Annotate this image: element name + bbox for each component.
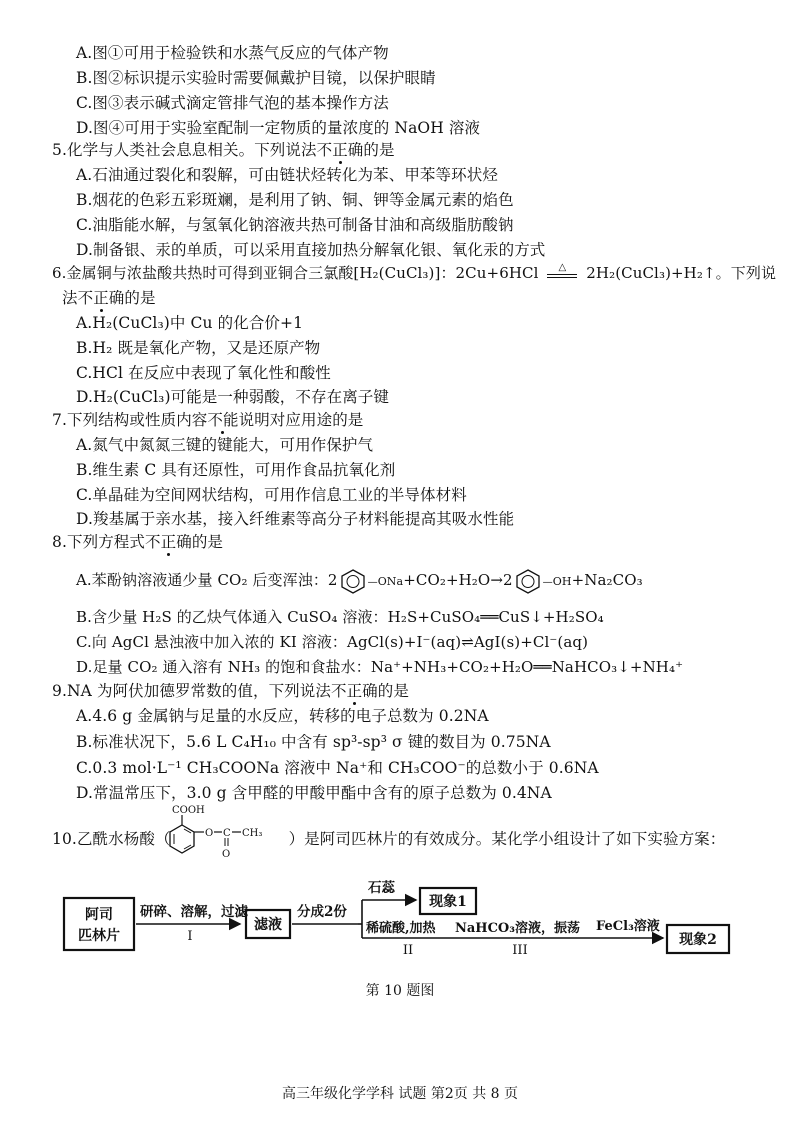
flow-step1-num: I [187,929,193,944]
q5-stem-emphasis: 不正确 [316,141,364,159]
q10-stem-post: ）是阿司匹林片的有效成分。某化学小组设计了如下实验方案： [288,830,726,848]
flow-box-aspirin-line2: 匹林片 [78,928,120,944]
q10-stem [52,828,725,850]
sodium-phenoxide-group: ONa [377,575,404,588]
flow-split-label: 分成2份 [297,904,347,920]
flow-step1-label: 研碎、溶解，过滤 [140,904,248,920]
cooh-label: COOH [172,805,205,816]
q9-option-c: C.0.3 mol·L⁻¹ CH₃COONa 溶液中 Na⁺和 CH₃COO⁻的总数小于 0.6NA [76,759,599,777]
q7-option-d: D.羧基属于亲水基，接入纤维素等高分子材料能提高其吸水性能 [76,510,515,528]
q9-option-b: B.标准状况下，5.6 L C₄H₁₀ 中含有 sp³-sp³ σ 键的数目为 0.75NA [76,733,551,751]
benzene-ring-icon [338,568,368,594]
flow-step3-num: III [512,943,528,958]
q5-stem [52,139,395,161]
q5-option-c: C.油脂能水解，与氢氧化钠溶液共热可制备甘油和高级脂肪酸钠 [76,216,514,234]
q7-stem-post: 说明对应用途的是 [238,411,364,429]
acetylsalicylic-acid-structure [162,803,282,861]
flow-box-filtrate-label: 滤液 [254,917,282,933]
q8-option-a-pre: A.苯酚钠溶液通少量 CO₂ 后变浑浊：2 [76,571,338,589]
q8-option-c: C.向 AgCl 悬浊液中加入浓的 KI 溶液：AgCl(s)+I⁻(aq)⇌AgI(s)+Cl⁻(aq) [76,633,589,651]
q6-stem-text: 6.金属铜与浓盐酸共热时可得到亚铜合三氯酸[H₂(CuCl₃)]：2Cu+6HCl [52,264,539,282]
q5-option-a: A.石油通过裂化和裂解，可由链状烃转化为苯、甲苯等环状烃 [76,166,498,184]
q6-stem-post: 的是 [124,289,156,307]
flow-box-aspirin-line1: 阿司 [85,907,113,923]
q8-stem-post: 的是 [191,533,224,551]
q8-stem-emphasis: 不正确 [145,533,192,551]
figure-caption: 第 10 题图 [365,983,435,999]
carbonyl-oxygen-label: O [222,849,231,860]
q5-stem-post: 的是 [363,141,395,159]
q5-option-d: D.制备银、汞的单质，可以采用直接加热分解氧化银、氧化汞的方式 [76,241,546,259]
heat-arrow-icon [547,262,577,278]
q8-option-d: D.足量 CO₂ 通入溶有 NH₃ 的饱和食盐水：Na⁺+NH₃+CO₂+H₂O══NaHCO₃↓+NH₄⁺ [76,658,684,676]
q6-option-c: C.HCl 在反应中表现了氧化性和酸性 [76,364,331,382]
q8-stem-pre: 8.下列方程式 [52,533,145,551]
q5-option-b: B.烟花的色彩五彩斑斓，是利用了钠、铜、钾等金属元素的焰色 [76,191,514,209]
benzene-ring-icon [513,568,543,594]
q6-stem-emphasis: 不正确 [77,289,125,307]
flow-step2-label: 稀硫酸,加热 [366,921,436,936]
q8-option-b: B.含少量 H₂S 的乙炔气体通入 CuSO₄ 溶液：H₂S+CuSO₄══CuS↓+H₂SO₄ [76,608,604,626]
flow-litmus-label: 石蕊 [368,880,395,896]
phenol-group: OH [552,575,572,588]
q6-option-a: A.H₂(CuCl₃)中 Cu 的化合价+1 [76,314,304,332]
q6-stem-line2 [62,287,156,309]
flow-box-obs1-label: 现象1 [429,894,467,910]
q7-option-c: C.单晶硅为空间网状结构，可用作信息工业的半导体材料 [76,486,467,504]
q7-stem [52,409,363,431]
q7-option-a: A.氮气中氮氮三键的键能大，可用作保护气 [76,436,374,454]
q9-stem [52,680,409,702]
q9-stem-post: 的是 [377,682,409,700]
page-footer: 高三年级化学学科 试题 第2页 共 8 页 [281,1086,519,1102]
q8-stem [52,531,223,553]
q8-option-a: A.苯酚钠溶液通少量 CO₂ 后变浑浊：2 —ONa+CO₂+H₂O→2 —OH+Na₂CO₃ [76,568,643,594]
q9-stem-emphasis: 不正确 [330,682,378,700]
carbonyl-carbon-label: C [223,828,231,839]
q4-option-a: A.图①可用于检验铁和水蒸气反应的气体产物 [76,44,389,62]
q4-option-b: B.图②标识提示实验时需要佩戴护目镜，以保护眼睛 [76,69,436,87]
q7-stem-emphasis: 不能 [207,411,239,429]
q7-option-b: B.维生素 C 具有还原性，可用作食品抗氧化剂 [76,461,396,479]
q10-stem-pre: 10.乙酰水杨酸（ [52,830,171,848]
q6-stem-pre: 法 [62,289,78,307]
heat-symbol: △ [558,262,567,273]
q6-option-b: B.H₂ 既是氧化产物，又是还原产物 [76,339,321,357]
q7-stem-pre: 7.下列结构或性质内容 [52,411,208,429]
ester-oxygen-label: O [205,828,214,839]
flow-fecl3-label: FeCl₃溶液 [596,919,660,934]
q9-stem-pre: 9.NA 为阿伏加德罗常数的值，下列说法 [52,682,331,700]
q9-option-d: D.常温常压下，3.0 g 含甲醛的甲酸甲酯中含有的原子总数为 0.4NA [76,784,552,802]
flow-step2-num: II [402,943,414,958]
q8-option-a-mid: +CO₂+H₂O→2 [403,571,513,589]
q6-option-d: D.H₂(CuCl₃)可能是一种弱酸，不存在离子键 [76,388,390,406]
experiment-flowchart [0,878,800,978]
q4-option-d: D.图④可用于实验室配制一定物质的量浓度的 NaOH 溶液 [76,119,481,137]
q9-option-a: A.4.6 g 金属钠与足量的水反应，转移的电子总数为 0.2NA [76,707,489,725]
flow-box-obs2-label: 现象2 [679,932,717,948]
q8-option-a-post: +Na₂CO₃ [571,571,643,589]
q6-stem-line1 [52,262,776,284]
q4-option-c: C.图③表示碱式滴定管排气泡的基本操作方法 [76,94,389,112]
methyl-label: CH₃ [242,828,263,839]
q5-stem-pre: 5.化学与人类社会息息相关。下列说法 [52,141,317,159]
flow-step3-label: NaHCO₃溶液，振荡 [455,921,580,936]
q6-stem-end: 2H₂(CuCl₃)+H₂↑。下列说 [586,264,777,282]
